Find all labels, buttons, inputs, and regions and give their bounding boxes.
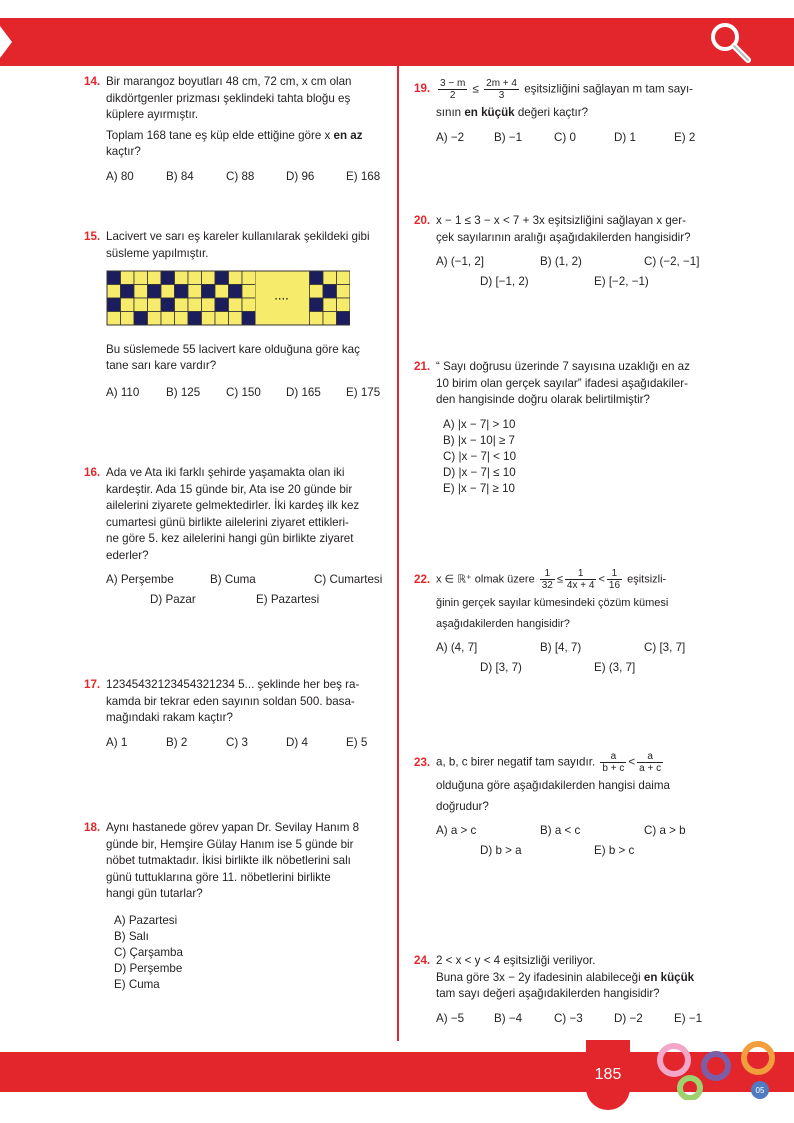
option-c[interactable]: C) a > b (644, 824, 686, 837)
pattern-dots: .... (274, 287, 289, 303)
question-text: Bir marangoz boyutları 48 cm, 72 cm, x cm olan dikdörtgenler prizması şeklindeki tahta bloğu eş küplere ayırmıştır. Toplam 168 tane eş küp elde ettiğine göre x en az kaçtır? (106, 75, 363, 158)
option-d[interactable]: D) [3, 7) (480, 661, 522, 674)
tile (215, 312, 229, 326)
tile (175, 312, 189, 326)
option-b[interactable]: B) −1 (494, 130, 523, 144)
question-number: 18. (84, 821, 101, 834)
tile (256, 271, 270, 285)
question-text: Lacivert ve sarı eş kareler kullanılarak şekildeki gibi süsleme yapılmıştır. (106, 230, 370, 260)
option-d[interactable]: D) 96 (286, 169, 315, 183)
tile (175, 298, 189, 312)
option-c[interactable]: C) Çarşamba (114, 945, 183, 959)
gears-icon (640, 1030, 794, 1100)
fraction: $\frac{1}{16}$ (608, 568, 621, 591)
option-c[interactable]: C) [3, 7] (644, 641, 686, 654)
tile (134, 312, 148, 326)
column-divider (397, 66, 399, 1041)
question-20 (414, 213, 714, 290)
answer-options (106, 385, 384, 401)
answer-options (436, 130, 714, 146)
option-c[interactable]: C) 3 (226, 735, 248, 749)
question-16 (84, 465, 384, 608)
option-b[interactable]: B) 125 (166, 385, 201, 399)
tile (215, 285, 229, 299)
tile (256, 312, 270, 326)
question-22 (414, 568, 714, 676)
tile (310, 312, 324, 326)
option-b[interactable]: B) −4 (494, 1011, 523, 1025)
header-bar (0, 18, 794, 66)
tile (337, 285, 351, 299)
answer-options (106, 572, 384, 588)
option-d[interactable]: D) [−1, 2) (480, 275, 529, 288)
fraction: $\frac{1}{32}$ (541, 568, 553, 591)
option-e[interactable]: E) −1 (674, 1011, 703, 1025)
answer-options (114, 913, 384, 993)
tile (242, 271, 256, 285)
tile (188, 312, 202, 326)
option-b[interactable]: B) |x − 10| ≥ 7 (443, 433, 515, 447)
option-c[interactable]: C) (−2, −1] (644, 255, 700, 268)
question-number: 24. (414, 954, 431, 967)
question-text: a, b, c birer negatif tam sayıdır. $\frac{a}{b + c}$ < $\frac{a}{a + c}$ olduğuna göre aşağıdakilerden hangisi daima doğrudur? (436, 751, 670, 813)
tile (296, 271, 310, 285)
tile (134, 298, 148, 312)
fraction: $\frac{a}{a + c}$ (639, 751, 662, 774)
option-a[interactable]: A) 110 (106, 385, 140, 399)
option-c[interactable]: C) 150 (226, 385, 261, 399)
option-e[interactable]: E) 168 (346, 169, 381, 183)
tile (161, 285, 175, 299)
option-c[interactable]: C) Cumartesi (314, 573, 383, 586)
tile (134, 271, 148, 285)
option-a[interactable]: A) 1 (106, 735, 128, 749)
option-c[interactable]: C) −3 (554, 1011, 583, 1025)
tile (148, 285, 162, 299)
tile-pattern-figure (106, 270, 350, 326)
tile (256, 298, 270, 312)
tile (121, 298, 135, 312)
option-b[interactable]: B) Salı (114, 929, 149, 943)
tile (215, 298, 229, 312)
option-a[interactable]: A) (−1, 2] (436, 255, 485, 268)
question-17 (84, 677, 384, 751)
option-d[interactable]: D) b > a (480, 844, 522, 857)
tile (337, 312, 351, 326)
option-b[interactable]: B) (1, 2) (540, 255, 582, 268)
tile (296, 285, 310, 299)
option-c[interactable]: C) |x − 7| < 10 (443, 449, 517, 463)
tile (148, 271, 162, 285)
question-text: 12345432123454321234 5... şeklinde her beş ra- kamda bir tekrar eden sayının soldan 500. basa- mağındaki rakam kaçtır? (106, 678, 360, 724)
tile (148, 312, 162, 326)
tile (269, 271, 283, 285)
option-e[interactable]: E) 175 (346, 385, 381, 399)
tile (202, 271, 216, 285)
question-number: 15. (84, 230, 101, 243)
tile (229, 298, 243, 312)
tile (283, 312, 297, 326)
question-23 (414, 751, 714, 859)
tile (121, 312, 135, 326)
tile (107, 285, 121, 299)
option-a[interactable]: A) −2 (436, 130, 465, 144)
tile (296, 298, 310, 312)
tile (242, 285, 256, 299)
tile (175, 285, 189, 299)
question-18 (84, 820, 384, 993)
option-a[interactable]: A) |x − 7| > 10 (443, 417, 516, 431)
magnifier-icon (708, 20, 752, 64)
tile (161, 271, 175, 285)
option-e[interactable]: E) [−2, −1) (594, 275, 649, 288)
page-number: 185 (594, 1066, 622, 1083)
answer-options (436, 254, 714, 270)
option-b[interactable]: B) a < c (540, 824, 581, 837)
answer-options (436, 823, 714, 839)
tile (229, 312, 243, 326)
tile (323, 312, 337, 326)
option-d[interactable]: D) −2 (614, 1011, 643, 1025)
tile (202, 298, 216, 312)
tile (188, 298, 202, 312)
tile (283, 271, 297, 285)
option-b[interactable]: B) 84 (166, 169, 194, 183)
option-a[interactable]: A) a > c (436, 824, 477, 837)
option-d[interactable]: D) Perşembe (114, 961, 183, 975)
tile (323, 271, 337, 285)
tile (256, 285, 270, 299)
question-text: $\frac{3 - m}{2}$ ≤ $\frac{2m + 4}{3}$ eşitsizliğini sağlayan m tam sayı- sının en küçük değeri kaçtır? (436, 78, 694, 119)
option-d[interactable]: D) 4 (286, 735, 308, 749)
question-number: 22. (414, 573, 431, 586)
option-d[interactable]: D) |x − 7| ≤ 10 (443, 465, 516, 479)
answer-options (436, 1011, 714, 1027)
tile (310, 285, 324, 299)
tile (107, 271, 121, 285)
option-e[interactable]: E) b > c (594, 844, 635, 857)
tile (215, 271, 229, 285)
tile (188, 271, 202, 285)
tile (229, 271, 243, 285)
question-15: 15. Lacivert ve sarı eş kareler kullanılarak şekildeki gibi süsleme yapılmıştır. .... Bu süslemede 55 lacivert kare olduğuna göre kaç tane sarı kare vardır? A) 110 B) 125 C) 150 D) 165 E) 175 (84, 229, 384, 401)
tile (188, 285, 202, 299)
question-text: x ∈ ℝ⁺ olmak üzere $\frac{1}{32}$ ≤ $\frac{1}{4x + 4}$ < $\frac{1}{16}$ eşitsizli- ğinin gerçek sayılar kümesindeki çözüm kümesi aşağıdakilerden hangisidir? (436, 568, 669, 630)
tile-pattern (106, 270, 384, 332)
tile (148, 298, 162, 312)
tile (121, 285, 135, 299)
option-a[interactable]: A) Pazartesi (114, 913, 178, 927)
tile (269, 312, 283, 326)
tile (337, 271, 351, 285)
fraction: $\frac{2m + 4}{3}$ (486, 78, 517, 101)
option-a[interactable]: A) 80 (106, 169, 134, 183)
fraction: $\frac{3 - m}{2}$ (440, 78, 466, 101)
badge-number: 05 (755, 1086, 765, 1095)
fraction: $\frac{a}{b + c}$ (602, 751, 625, 774)
question-21 (414, 359, 714, 497)
question-number: 14. (84, 75, 101, 88)
option-e[interactable]: E) |x − 7| ≥ 10 (443, 481, 515, 495)
tile (242, 298, 256, 312)
tile (134, 285, 148, 299)
tile (107, 298, 121, 312)
option-a[interactable]: A) (4, 7] (436, 641, 478, 654)
tile (202, 312, 216, 326)
question-text: x − 1 ≤ 3 − x < 7 + 3x eşitsizliğini sağlayan x ger- çek sayılarının aralığı aşağıdakilerden hangisidir? (436, 214, 691, 244)
tile (337, 298, 351, 312)
question-text: Ada ve Ata iki farklı şehirde yaşamakta olan iki kardeştir. Ada 15 günde bir, Ata ise 20 günde bir ailelerini ziyarete gelmektedirler. İki kardeş ilk kez cumartesi günü birlikte ailelerini ziyaret ettikleri- ne göre 5. kez ailelerini hangi gün birlikte ziyaret ederler? (106, 466, 360, 562)
question-19 (414, 78, 714, 146)
question-text: “ Sayı doğrusu üzerinde 7 sayısına uzaklığı en az 10 birim olan gerçek sayılar” ifadesi aşağıdakiler- den hangisinde doğru olarak belirtilmiştir? (436, 360, 690, 406)
option-d[interactable]: D) Pazar (150, 593, 196, 606)
question-text: Aynı hastanede görev yapan Dr. Sevilay Hanım 8 günde bir, Hemşire Gülay Hanım ise 5 günde bir nöbet tutmaktadır. İkisi birlikte ilk nöbetlerini salı günü tuttuklarına göre 11. nöbetlerini birlikte hangi gün tutarlar? (106, 821, 360, 900)
tile (323, 285, 337, 299)
option-b[interactable]: B) 2 (166, 735, 188, 749)
tile (161, 312, 175, 326)
tile (202, 285, 216, 299)
tile (323, 298, 337, 312)
tile (310, 298, 324, 312)
option-c[interactable]: C) 0 (554, 130, 576, 144)
tile (310, 271, 324, 285)
question-number: 23. (414, 756, 431, 769)
option-e[interactable]: E) 5 (346, 735, 368, 749)
tile (242, 312, 256, 326)
option-e[interactable]: E) (3, 7] (594, 661, 636, 674)
question-number: 19. (414, 82, 431, 95)
header-notch (0, 18, 14, 66)
answer-options (436, 640, 714, 656)
question-number: 20. (414, 214, 431, 227)
fraction: $\frac{1}{4x + 4}$ (566, 568, 595, 591)
answer-options (443, 417, 714, 497)
question-number: 16. (84, 466, 101, 479)
question-number: 17. (84, 678, 101, 691)
tile (229, 285, 243, 299)
tile (161, 298, 175, 312)
option-e[interactable]: E) Cuma (114, 977, 160, 991)
option-b[interactable]: B) Cuma (210, 573, 256, 586)
option-a[interactable]: A) Perşembe (106, 573, 174, 586)
answer-options (106, 169, 384, 185)
question-14 (84, 74, 384, 185)
tile (296, 312, 310, 326)
question-text: 2 < x < y < 4 eşitsizliği veriliyor. Buna göre 3x − 2y ifadesinin alabileceği en küçük tam sayı değeri aşağıdakilerden hangisidir? (436, 954, 695, 1000)
answer-options (106, 735, 384, 751)
option-d[interactable]: D) 165 (286, 385, 321, 399)
option-b[interactable]: B) [4, 7) (540, 641, 582, 654)
option-e[interactable]: E) Pazartesi (256, 593, 320, 606)
option-e[interactable]: E) 2 (674, 130, 696, 144)
option-d[interactable]: D) 1 (614, 130, 636, 144)
question-24 (414, 953, 714, 1027)
question-number: 21. (414, 360, 431, 373)
tile (121, 271, 135, 285)
option-a[interactable]: A) −5 (436, 1011, 465, 1025)
tile (175, 271, 189, 285)
option-c[interactable]: C) 88 (226, 169, 255, 183)
tile (107, 312, 121, 326)
